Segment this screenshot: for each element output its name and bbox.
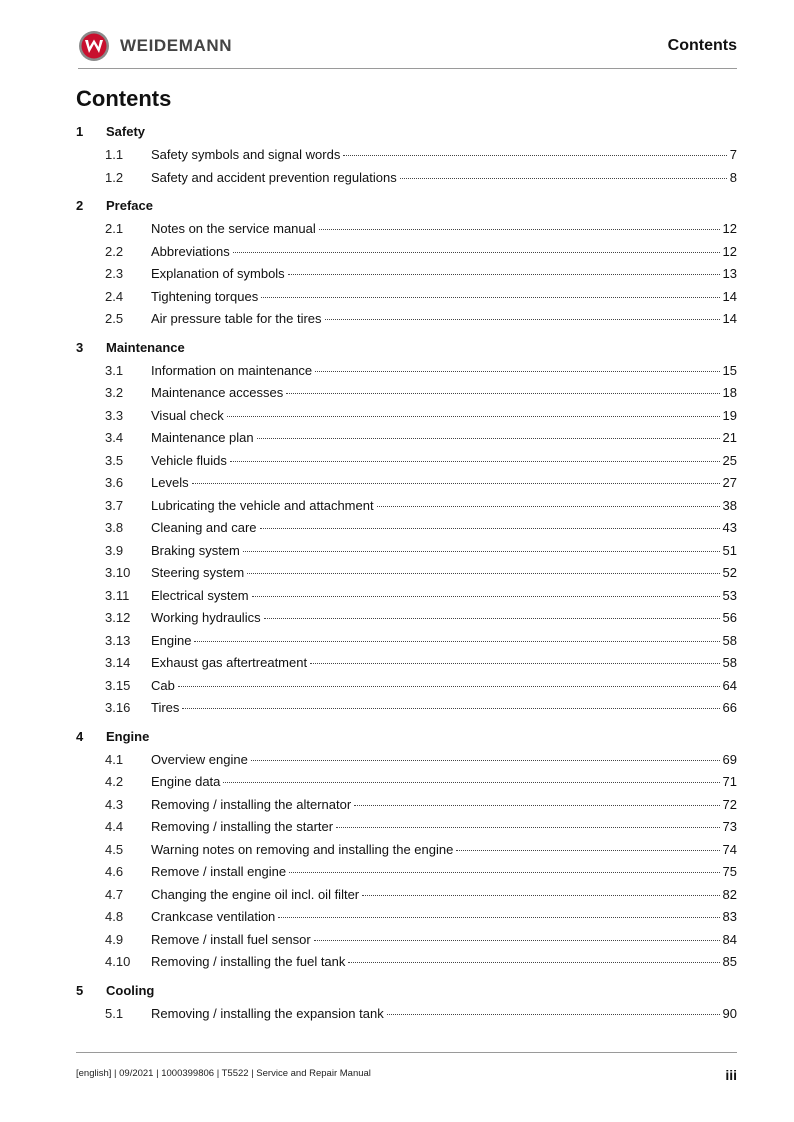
entry-line [151, 363, 737, 378]
dot-leader [377, 506, 720, 507]
entry-number: 3.14 [105, 655, 131, 670]
toc-entry[interactable] [76, 629, 737, 652]
dot-leader [286, 393, 719, 394]
entry-line [151, 453, 737, 468]
entry-page-number: 53 [722, 587, 737, 603]
entry-title: Braking system [151, 542, 240, 558]
entry-line [151, 752, 737, 767]
entry-number: 2.1 [105, 221, 124, 236]
toc-entry[interactable] [76, 494, 737, 517]
dot-leader [362, 895, 719, 896]
dot-leader [223, 782, 719, 783]
chapter-title: Safety [106, 124, 146, 139]
entry-number: 4.3 [105, 796, 124, 812]
dot-leader [315, 371, 719, 372]
entry-number: 4.4 [105, 819, 124, 834]
page-header [78, 28, 737, 69]
entry-number: 1.2 [105, 169, 124, 185]
entry-page-number: 13 [722, 266, 737, 281]
toc-entry[interactable] [76, 838, 737, 861]
entry-number: 2.2 [105, 243, 124, 259]
toc-entry[interactable] [76, 696, 737, 719]
entry-line [151, 633, 737, 648]
chapter-title: Preface [106, 198, 153, 213]
entry-page-number: 82 [722, 886, 737, 902]
entry-line [151, 797, 737, 812]
chapter-number: 5 [76, 982, 84, 998]
entry-number: 4.2 [105, 774, 124, 789]
toc-chapter-heading[interactable] [76, 336, 737, 359]
entry-page-number: 8 [729, 169, 737, 185]
entry-number: 3.8 [105, 520, 124, 535]
dot-leader [260, 528, 720, 529]
chapter-number: 3 [76, 339, 84, 355]
toc-entry[interactable] [76, 905, 737, 928]
entry-page-number: 12 [722, 221, 737, 236]
entry-line [151, 1006, 737, 1021]
entry-number: 2.5 [105, 311, 124, 326]
entry-title: Safety and accident prevention regulations [151, 169, 397, 185]
entry-line [151, 864, 737, 879]
chapter-title: Maintenance [106, 339, 185, 355]
entry-title: Overview engine [151, 751, 248, 767]
entry-number: 3.12 [105, 610, 131, 625]
entry-line [151, 430, 737, 445]
entry-line [151, 170, 737, 185]
dot-leader [192, 483, 720, 484]
entry-number: 3.6 [105, 475, 124, 490]
entry-line [151, 610, 737, 625]
toc-chapter-heading[interactable] [76, 120, 737, 143]
entry-title: Engine [151, 632, 192, 648]
entry-line [151, 819, 737, 834]
dot-leader [288, 274, 720, 275]
entry-page-number: 72 [722, 796, 737, 812]
entry-number: 3.2 [105, 385, 124, 400]
footer-document-info: [english] | 09/2021 | 1000399806 | T5522 | Service and Repair Manual [76, 1068, 371, 1079]
dot-leader [252, 596, 720, 597]
entry-title: Remove / install fuel sensor [151, 931, 311, 947]
entry-line [151, 498, 737, 513]
toc-chapter-heading[interactable] [76, 194, 737, 217]
entry-page-number: 15 [722, 362, 737, 378]
entry-line [151, 700, 737, 715]
entry-title: Air pressure table for the tires [151, 311, 322, 326]
toc-entry[interactable] [76, 539, 737, 562]
entry-number: 3.10 [105, 565, 131, 580]
entry-line [151, 954, 737, 969]
toc-chapter-heading[interactable] [76, 725, 737, 748]
dot-leader [354, 805, 719, 806]
dot-leader [257, 438, 720, 439]
entry-title: Warning notes on removing and installing the engine [151, 841, 454, 857]
entry-line [151, 774, 737, 789]
toc-entry[interactable] [76, 516, 737, 539]
entry-page-number: 69 [722, 751, 737, 767]
entry-line [151, 266, 737, 281]
entry-title: Cab [151, 677, 175, 693]
entry-line [151, 221, 737, 236]
brand-name: WEIDEMANN [120, 36, 233, 55]
entry-page-number: 85 [722, 954, 737, 969]
entry-number: 3.5 [105, 452, 124, 468]
toc-entry[interactable] [76, 449, 737, 472]
entry-title: Removing / installing the expansion tank [151, 1005, 384, 1021]
entry-page-number: 21 [722, 430, 737, 445]
toc-chapter-heading[interactable] [76, 979, 737, 1002]
toc-entry[interactable] [76, 815, 737, 838]
entry-number: 4.7 [105, 886, 124, 902]
dot-leader [343, 155, 726, 156]
entry-title: Vehicle fluids [151, 452, 227, 468]
entry-page-number: 19 [722, 407, 737, 423]
entry-line [151, 655, 737, 670]
dot-leader [319, 229, 720, 230]
dot-leader [314, 940, 720, 941]
toc-entry[interactable] [76, 770, 737, 793]
entry-number: 3.11 [105, 587, 130, 603]
entry-page-number: 75 [722, 864, 737, 879]
toc-entry[interactable] [76, 793, 737, 816]
dot-leader [264, 618, 720, 619]
entry-number: 3.13 [105, 632, 131, 648]
entry-page-number: 51 [722, 542, 737, 558]
entry-title: Engine data [151, 774, 221, 789]
dot-leader [261, 297, 719, 298]
entry-line [151, 565, 737, 580]
entry-page-number: 74 [722, 841, 737, 857]
entry-line [151, 475, 737, 490]
entry-number: 4.8 [105, 909, 124, 924]
entry-title: Electrical system [151, 587, 249, 603]
entry-page-number: 83 [722, 909, 737, 924]
dot-leader [194, 641, 719, 642]
entry-number: 3.1 [105, 362, 124, 378]
dot-leader [400, 178, 727, 179]
dot-leader [182, 708, 719, 709]
entry-title: Removing / installing the alternator [151, 796, 352, 812]
entry-number: 4.5 [105, 841, 124, 857]
entry-page-number: 84 [722, 931, 737, 947]
entry-page-number: 14 [722, 288, 737, 304]
entry-number: 4.1 [105, 751, 124, 767]
dot-leader [243, 551, 720, 552]
entry-number: 4.9 [105, 931, 124, 947]
entry-page-number: 38 [722, 497, 737, 513]
entry-title: Notes on the service manual [151, 221, 316, 236]
entry-title: Visual check [151, 407, 224, 423]
entry-number: 2.4 [105, 288, 124, 304]
dot-leader [230, 461, 720, 462]
entry-title: Working hydraulics [151, 610, 261, 625]
entry-title: Tires [151, 700, 180, 715]
chapter-number: 2 [76, 198, 84, 213]
page-footer [76, 1052, 737, 1083]
page-title: Contents [76, 86, 172, 111]
entry-title: Removing / installing the fuel tank [151, 954, 346, 969]
toc-entry[interactable] [76, 950, 737, 973]
entry-line [151, 385, 737, 400]
entry-page-number: 58 [722, 655, 737, 670]
footer-page-number: iii [725, 1067, 737, 1083]
entry-title: Abbreviations [151, 243, 230, 259]
entry-page-number: 52 [722, 565, 737, 580]
dot-leader [278, 917, 719, 918]
entry-page-number: 66 [722, 700, 737, 715]
entry-line [151, 678, 737, 693]
chapter-title: Engine [106, 728, 150, 744]
entry-title: Explanation of symbols [151, 266, 285, 281]
header-section-title: Contents [667, 37, 737, 54]
chapter-number: 4 [76, 728, 84, 744]
toc-entry[interactable] [76, 651, 737, 674]
entry-page-number: 12 [722, 243, 737, 259]
entry-line [151, 289, 737, 304]
entry-title: Steering system [151, 565, 245, 580]
toc-entry[interactable] [76, 381, 737, 404]
toc-entry[interactable] [76, 883, 737, 906]
dot-leader [325, 319, 720, 320]
entry-number: 3.7 [105, 497, 124, 513]
entry-number: 4.6 [105, 864, 124, 879]
table-of-contents [76, 120, 737, 1024]
entry-page-number: 56 [722, 610, 737, 625]
entry-line [151, 543, 737, 558]
entry-title: Cleaning and care [151, 520, 257, 535]
entry-page-number: 73 [722, 819, 737, 834]
dot-leader [336, 827, 719, 828]
entry-page-number: 43 [722, 520, 737, 535]
toc-entry[interactable] [76, 584, 737, 607]
dot-leader [227, 416, 720, 417]
entry-title: Maintenance accesses [151, 385, 284, 400]
toc-entry[interactable] [76, 1002, 737, 1025]
entry-line [151, 842, 737, 857]
entry-title: Information on maintenance [151, 362, 313, 378]
entry-number: 3.9 [105, 542, 124, 558]
toc-entry[interactable] [76, 166, 737, 189]
dot-leader [247, 573, 719, 574]
entry-line [151, 909, 737, 924]
dot-leader [456, 850, 719, 851]
toc-entry[interactable] [76, 143, 737, 166]
dot-leader [310, 663, 719, 664]
entry-line [151, 408, 737, 423]
weidemann-logo-icon [78, 30, 110, 62]
entry-line [151, 244, 737, 259]
toc-entry[interactable] [76, 404, 737, 427]
entry-title: Changing the engine oil incl. oil filter [151, 886, 360, 902]
toc-entry[interactable] [76, 606, 737, 629]
toc-entry[interactable] [76, 426, 737, 449]
chapter-number: 1 [76, 124, 84, 139]
toc-entry[interactable] [76, 471, 737, 494]
entry-number: 3.3 [105, 407, 124, 423]
entry-page-number: 71 [722, 774, 737, 789]
entry-title: Safety symbols and signal words [151, 147, 341, 162]
chapter-title: Cooling [106, 982, 155, 998]
entry-line [151, 311, 737, 326]
entry-title: Levels [151, 475, 189, 490]
toc-entry[interactable] [76, 307, 737, 330]
toc-entry[interactable] [76, 240, 737, 263]
entry-line [151, 887, 737, 902]
toc-entry[interactable] [76, 217, 737, 240]
entry-number: 5.1 [105, 1005, 124, 1021]
entry-number: 4.10 [105, 954, 131, 969]
dot-leader [387, 1014, 720, 1015]
entry-page-number: 64 [722, 677, 737, 693]
entry-line [151, 520, 737, 535]
toc-entry[interactable] [76, 674, 737, 697]
toc-entry[interactable] [76, 359, 737, 382]
entry-page-number: 90 [722, 1005, 737, 1021]
entry-title: Removing / installing the starter [151, 819, 334, 834]
entry-title: Maintenance plan [151, 430, 254, 445]
entry-title: Crankcase ventilation [151, 909, 276, 924]
entry-number: 2.3 [105, 266, 124, 281]
toc-entry[interactable] [76, 860, 737, 883]
entry-line [151, 588, 737, 603]
entry-title: Exhaust gas aftertreatment [151, 655, 308, 670]
toc-entry[interactable] [76, 928, 737, 951]
dot-leader [178, 686, 720, 687]
entry-page-number: 27 [722, 475, 737, 490]
entry-title: Tightening torques [151, 288, 259, 304]
entry-number: 3.15 [105, 677, 131, 693]
entry-number: 3.16 [105, 700, 131, 715]
entry-line [151, 147, 737, 162]
entry-page-number: 25 [722, 452, 737, 468]
entry-page-number: 14 [722, 311, 737, 326]
dot-leader [233, 252, 720, 253]
toc-entry[interactable] [76, 561, 737, 584]
entry-title: Remove / install engine [151, 864, 287, 879]
entry-number: 1.1 [105, 147, 124, 162]
entry-page-number: 18 [722, 385, 737, 400]
dot-leader [289, 872, 719, 873]
toc-entry[interactable] [76, 748, 737, 771]
toc-entry[interactable] [76, 262, 737, 285]
entry-page-number: 7 [729, 147, 737, 162]
entry-title: Lubricating the vehicle and attachment [151, 497, 374, 513]
entry-page-number: 58 [722, 632, 737, 648]
entry-line [151, 932, 737, 947]
dot-leader [251, 760, 720, 761]
toc-entry[interactable] [76, 285, 737, 308]
entry-number: 3.4 [105, 430, 124, 445]
dot-leader [348, 962, 719, 963]
